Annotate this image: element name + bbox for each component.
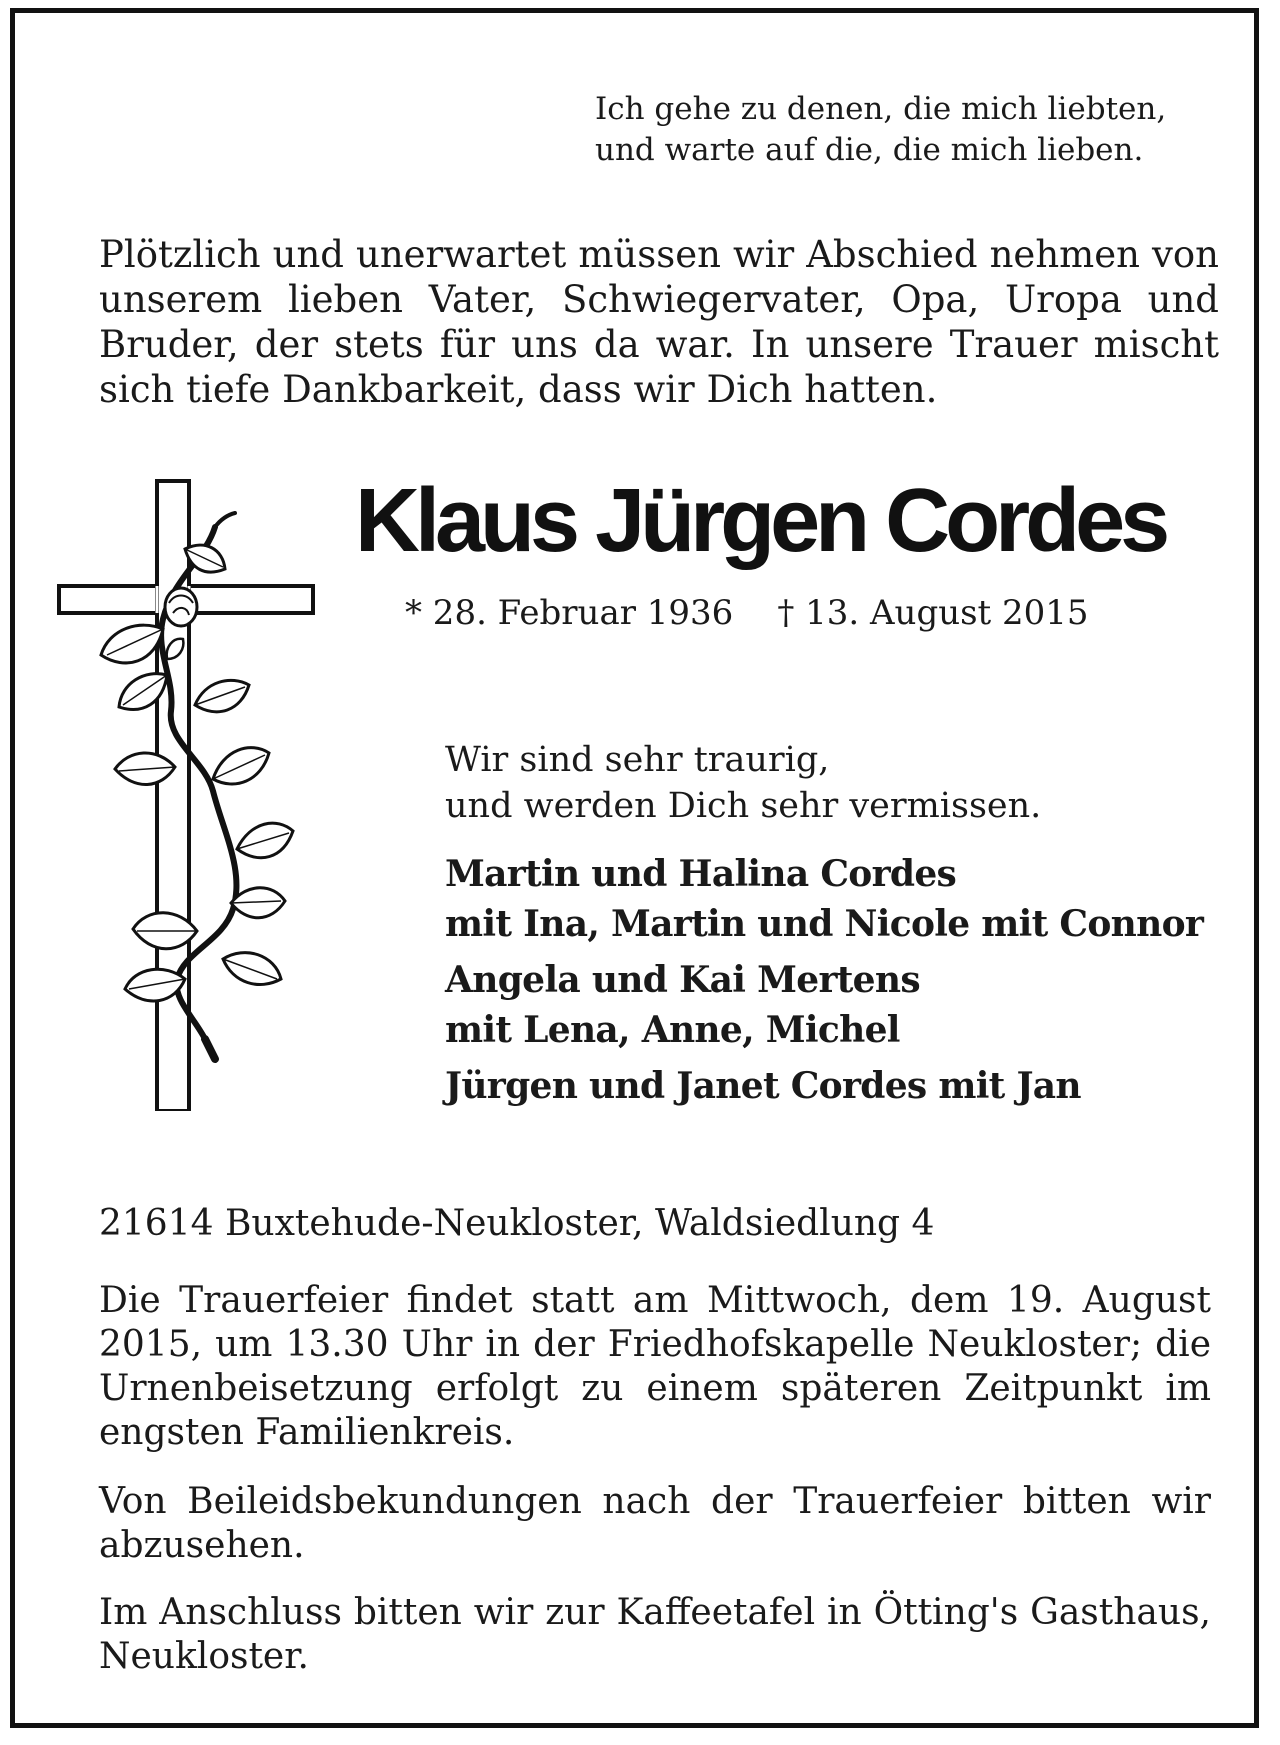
grief-line: und werden Dich sehr vermissen. <box>445 786 1042 826</box>
condolences-paragraph: Von Beileidsbekundungen nach der Trauerfeier bitten wir abzusehen. <box>99 1481 1211 1566</box>
family-address: 21614 Buxtehude-Neukloster, Waldsiedlung 4 <box>99 1203 935 1244</box>
cross-with-vine-icon <box>55 479 317 1111</box>
birth-date: * 28. Februar 1936 <box>405 593 734 633</box>
ceremony-paragraph: Die Trauerfeier findet statt am Mittwoch, dem 19. August 2015, um 13.30 Uhr in der Friedhofskapelle Neukloster; die Urnenbeisetzung erfolgt zu einem späteren Zeitpunkt im engsten Familienkreis. <box>99 1280 1211 1453</box>
family-line: Angela und Kai Mertens <box>445 959 920 1001</box>
grief-line: Wir sind sehr traurig, <box>445 740 830 780</box>
family-group <box>445 955 1235 1055</box>
family-line: Martin und Halina Cordes <box>445 853 957 895</box>
grief-verse <box>445 737 1225 829</box>
intro-text: Plötzlich und unerwartet müssen wir Abschied nehmen von unserem lieben Vater, Schwiegervater, Opa, Uropa und Bruder, der stets für uns da war. In unsere Trauer mischt sich tiefe Dankbarkeit, dass wir Dich hatten. <box>99 233 1219 411</box>
motto-line: und warte auf die, die mich lieben. <box>595 132 1144 168</box>
family-line: mit Lena, Anne, Michel <box>445 1009 900 1051</box>
coffee-paragraph: Im Anschluss bitten wir zur Kaffeetafel in Ötting's Gasthaus, Neukloster. <box>99 1592 1211 1677</box>
motto-verse <box>595 89 1235 171</box>
obituary-notice <box>10 8 1259 1728</box>
life-dates <box>405 591 1225 635</box>
family-group <box>445 1061 1235 1111</box>
deceased-name: Klaus Jürgen Cordes <box>355 471 1166 571</box>
motto-line: Ich gehe zu denen, die mich liebten, <box>595 91 1167 127</box>
family-line: mit Ina, Martin und Nicole mit Connor <box>445 903 1204 945</box>
family-group <box>445 849 1235 949</box>
death-date: † 13. August 2015 <box>777 593 1089 633</box>
family-line: Jürgen und Janet Cordes mit Jan <box>445 1065 1081 1107</box>
family-signatures <box>445 849 1235 1117</box>
